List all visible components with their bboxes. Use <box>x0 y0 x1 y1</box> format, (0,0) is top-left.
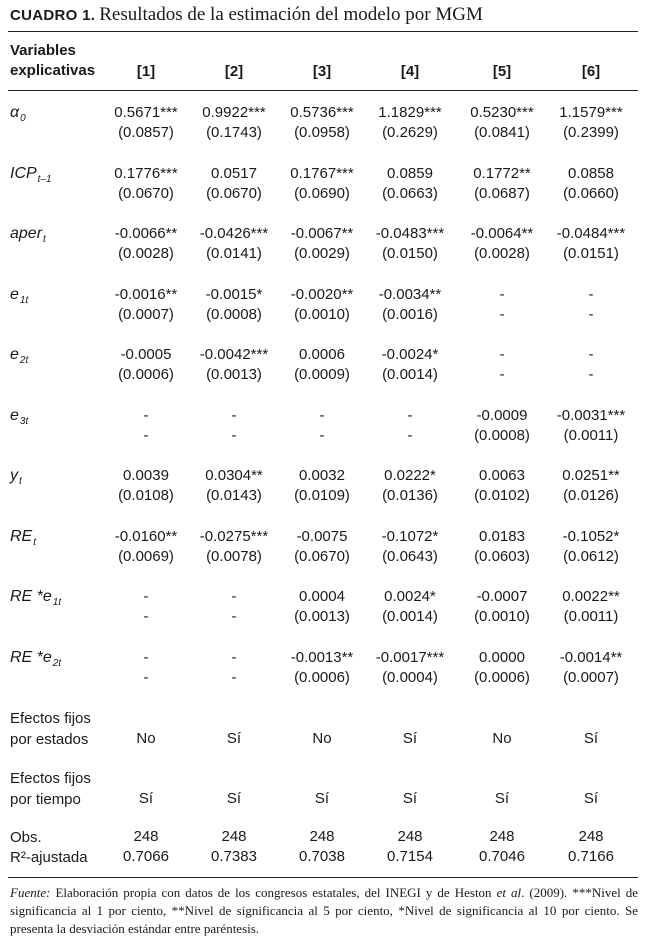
column-header: [5] <box>492 63 512 80</box>
coefficient-value: 0.0039 <box>123 467 169 484</box>
effects-label-line: por estados <box>10 731 89 748</box>
variable-name <box>10 345 28 371</box>
coefficient-cell <box>277 345 367 385</box>
standard-error: (0.0603) <box>474 548 530 565</box>
coefficient-value: 0.0024* <box>384 588 436 605</box>
standard-error: - <box>231 427 237 444</box>
standard-error: (0.0010) <box>474 608 530 625</box>
standard-error: (0.0109) <box>294 487 350 504</box>
coefficient-cell <box>189 285 279 325</box>
coefficient-value: - <box>588 346 594 363</box>
standard-error: (0.0069) <box>118 548 174 565</box>
coefficient-value: 0.0000 <box>479 649 525 666</box>
standard-error: (0.0670) <box>294 548 350 565</box>
standard-error: (0.0143) <box>206 487 262 504</box>
coefficient-value: -0.0007 <box>476 588 528 605</box>
standard-error: (0.0006) <box>118 366 174 383</box>
coefficient-cell <box>277 466 367 506</box>
coefficient-cell <box>365 648 455 688</box>
variable-name <box>10 527 36 553</box>
variable-symbol: RE <box>10 528 33 545</box>
coefficient-cell <box>365 466 455 506</box>
coefficient-cell <box>277 285 367 325</box>
standard-error: (0.0643) <box>382 548 438 565</box>
standard-error: (0.0108) <box>118 487 174 504</box>
standard-error: (0.0958) <box>294 124 350 141</box>
variable-symbol: RE *e <box>10 649 52 666</box>
coefficient-value: 1.1829*** <box>378 104 442 121</box>
effects-label-line: Efectos fijos <box>10 710 91 727</box>
coefficient-cell <box>546 466 636 506</box>
variable-symbol: e <box>10 346 19 363</box>
coefficient-value: -0.0067** <box>290 225 354 242</box>
r2-value: 0.7154 <box>387 848 433 865</box>
coefficient-value: - <box>499 346 505 363</box>
coefficient-value: -0.0483*** <box>375 225 445 242</box>
variable-subscript: 2t <box>19 355 29 366</box>
variable-subscript: t <box>19 476 22 487</box>
standard-error: (0.0151) <box>563 245 619 262</box>
coefficient-cell <box>365 164 455 204</box>
standard-error: - <box>588 366 594 383</box>
obs-value: 248 <box>133 828 159 845</box>
standard-error: (0.2629) <box>382 124 438 141</box>
obs-value: 248 <box>309 828 335 845</box>
variable-subscript: 2t <box>52 658 62 669</box>
coefficient-cell <box>365 345 455 385</box>
coefficient-cell <box>101 527 191 567</box>
standard-error: (0.0029) <box>294 245 350 262</box>
coefficient-cell <box>189 648 279 688</box>
coefficient-cell <box>365 527 455 567</box>
coefficient-cell <box>546 224 636 264</box>
standard-error: (0.0004) <box>382 669 438 686</box>
standard-error: (0.0014) <box>382 608 438 625</box>
coefficient-value: 0.0063 <box>479 467 525 484</box>
standard-error: - <box>588 306 594 323</box>
variable-symbol: e <box>10 286 19 303</box>
table-title <box>10 4 483 26</box>
variable-name <box>10 406 28 432</box>
coefficient-cell <box>189 466 279 506</box>
standard-error: (0.0141) <box>206 245 262 262</box>
standard-error: (0.0126) <box>563 487 619 504</box>
obs-value: 248 <box>578 828 604 845</box>
coefficient-value: -0.0024* <box>381 346 439 363</box>
coefficient-cell <box>457 285 547 325</box>
coefficient-value: 0.0032 <box>299 467 345 484</box>
coefficient-cell <box>546 103 636 143</box>
variable-name <box>10 224 46 250</box>
coefficient-cell <box>546 648 636 688</box>
r2-value: 0.7038 <box>299 848 345 865</box>
coefficient-cell <box>101 345 191 385</box>
standard-error: (0.0028) <box>118 245 174 262</box>
coefficient-cell <box>457 587 547 627</box>
standard-error: (0.0011) <box>563 427 619 444</box>
coefficient-value: -0.0031*** <box>556 407 626 424</box>
variable-subscript: 1t <box>19 295 29 306</box>
coefficient-value: -0.0042*** <box>199 346 269 363</box>
coefficient-cell <box>546 164 636 204</box>
effects-value: Sí <box>226 790 242 807</box>
coefficient-value: 0.1767*** <box>290 165 354 182</box>
coefficient-cell <box>189 224 279 264</box>
coefficient-value: -0.1072* <box>381 528 439 545</box>
coefficient-cell <box>365 587 455 627</box>
coefficient-value: - <box>143 649 149 666</box>
effects-label-line: Efectos fijos <box>10 770 91 787</box>
variable-name <box>10 466 22 492</box>
effects-value: No <box>492 730 512 747</box>
coefficient-cell <box>546 527 636 567</box>
variable-name <box>10 587 61 613</box>
column-header: [1] <box>136 63 156 80</box>
coefficient-cell <box>189 164 279 204</box>
coefficient-cell <box>546 285 636 325</box>
standard-error: (0.0841) <box>474 124 530 141</box>
coefficient-value: -0.0426*** <box>199 225 269 242</box>
coefficient-cell <box>277 103 367 143</box>
standard-error: (0.0612) <box>563 548 619 565</box>
coefficient-cell <box>365 406 455 446</box>
standard-error: (0.1743) <box>206 124 262 141</box>
coefficient-cell <box>189 527 279 567</box>
r2-label: R²-ajustada <box>10 849 88 866</box>
coefficient-value: - <box>588 286 594 303</box>
coefficient-value: -0.0005 <box>120 346 172 363</box>
standard-error: (0.0670) <box>118 185 174 202</box>
effects-label <box>10 708 91 750</box>
effects-value: Sí <box>314 790 330 807</box>
column-header: [4] <box>400 63 420 80</box>
r2-value: 0.7166 <box>568 848 614 865</box>
variable-name <box>10 164 52 190</box>
coefficient-cell <box>101 587 191 627</box>
standard-error: (0.0011) <box>563 608 619 625</box>
variable-subscript: 0 <box>20 113 26 124</box>
coefficient-cell <box>277 406 367 446</box>
coefficient-value: -0.0009 <box>476 407 528 424</box>
coefficient-value: 0.0183 <box>479 528 525 545</box>
variable-name <box>10 285 28 311</box>
r2-value: 0.7383 <box>211 848 257 865</box>
coefficient-value: 0.5671*** <box>114 104 178 121</box>
standard-error: (0.0028) <box>474 245 530 262</box>
header-variables: Variables explicativas <box>10 42 96 79</box>
coefficient-cell <box>457 527 547 567</box>
coefficient-cell <box>277 587 367 627</box>
standard-error: (0.0007) <box>563 669 619 686</box>
coefficient-cell <box>101 406 191 446</box>
coefficient-cell <box>365 285 455 325</box>
coefficient-value: 0.5230*** <box>470 104 534 121</box>
coefficient-value: -0.0484*** <box>556 225 626 242</box>
coefficient-value: - <box>231 649 237 666</box>
standard-error: - <box>143 427 149 444</box>
coefficient-cell <box>457 103 547 143</box>
table-footnote: Fuente: Elaboración propia con datos de los congresos estatales, del INEGI y de Heston et al. (2009). ***Nivel de significancia al 1 por ciento, **Nivel de significancia al 5 por ciento, *Nivel de significancia al 10 por ciento. Se presenta la desviación estándar entre paréntesis. <box>10 885 639 936</box>
coefficient-value: - <box>407 407 413 424</box>
effects-label-line: por tiempo <box>10 791 81 808</box>
coefficient-value: - <box>319 407 325 424</box>
standard-error: - <box>231 669 237 686</box>
coefficient-value: - <box>143 588 149 605</box>
coefficient-cell <box>101 466 191 506</box>
coefficient-value: 0.1776*** <box>114 165 178 182</box>
coefficient-value: -0.0017*** <box>375 649 445 666</box>
coefficient-cell <box>277 224 367 264</box>
standard-error: (0.0014) <box>382 366 438 383</box>
header-rule <box>8 90 638 91</box>
variable-subscript: 1t <box>52 597 62 608</box>
variable-subscript: t <box>43 234 46 245</box>
standard-error: (0.0010) <box>294 306 350 323</box>
coefficient-value: -0.0013** <box>290 649 354 666</box>
effects-value: No <box>312 730 332 747</box>
coefficient-value: -0.0064** <box>470 225 534 242</box>
coefficient-cell <box>101 648 191 688</box>
coefficient-cell <box>189 587 279 627</box>
coefficient-value: 0.0006 <box>299 346 345 363</box>
variable-subscript: 3t <box>19 416 29 427</box>
table-caption: Resultados de la estimación del modelo por MGM <box>99 4 483 25</box>
standard-error: (0.0008) <box>474 427 530 444</box>
coefficient-cell <box>365 103 455 143</box>
standard-error: - <box>499 306 505 323</box>
standard-error: (0.0136) <box>382 487 438 504</box>
bottom-rule <box>8 877 638 878</box>
coefficient-value: - <box>231 407 237 424</box>
coefficient-value: - <box>231 588 237 605</box>
coefficient-value: 0.0517 <box>211 165 257 182</box>
coefficient-cell <box>277 164 367 204</box>
coefficient-cell <box>546 587 636 627</box>
top-rule <box>8 31 638 32</box>
coefficient-value: 0.0022** <box>562 588 620 605</box>
coefficient-value: -0.0014** <box>559 649 623 666</box>
obs-label: Obs. <box>10 829 42 846</box>
coefficient-value: 0.0222* <box>384 467 436 484</box>
coefficient-value: -0.0015* <box>205 286 263 303</box>
coefficient-value: -0.0075 <box>296 528 348 545</box>
standard-error: - <box>143 669 149 686</box>
coefficient-cell <box>277 648 367 688</box>
coefficient-cell <box>546 345 636 385</box>
standard-error: (0.2399) <box>563 124 619 141</box>
column-header: [2] <box>224 63 244 80</box>
variable-symbol: e <box>10 407 19 424</box>
obs-value: 248 <box>489 828 515 845</box>
coefficient-cell <box>189 345 279 385</box>
standard-error: (0.0006) <box>294 669 350 686</box>
coefficient-value: 0.9922*** <box>202 104 266 121</box>
standard-error: (0.0078) <box>206 548 262 565</box>
variable-symbol: ICP <box>10 165 37 182</box>
column-header: [6] <box>581 63 601 80</box>
coefficient-value: -0.1052* <box>562 528 620 545</box>
coefficient-value: 0.0251** <box>562 467 620 484</box>
coefficient-value: - <box>143 407 149 424</box>
coefficient-value: -0.0020** <box>290 286 354 303</box>
variable-subscript: t–1 <box>37 174 52 185</box>
column-header: [3] <box>312 63 332 80</box>
coefficient-cell <box>101 164 191 204</box>
coefficient-value: -0.0160** <box>114 528 178 545</box>
coefficient-value: 1.1579*** <box>559 104 623 121</box>
coefficient-cell <box>101 224 191 264</box>
coefficient-cell <box>101 285 191 325</box>
effects-value: Sí <box>226 730 242 747</box>
standard-error: (0.0009) <box>294 366 350 383</box>
coefficient-value: - <box>499 286 505 303</box>
standard-error: (0.0857) <box>118 124 174 141</box>
variable-symbol: aper <box>10 225 43 242</box>
standard-error: (0.0013) <box>206 366 262 383</box>
standard-error: - <box>407 427 413 444</box>
coefficient-value: -0.0066** <box>114 225 178 242</box>
effects-label <box>10 768 91 810</box>
effects-value: No <box>136 730 156 747</box>
standard-error: - <box>499 366 505 383</box>
coefficient-cell <box>457 224 547 264</box>
variable-name <box>10 103 26 129</box>
standard-error: (0.0670) <box>206 185 262 202</box>
coefficient-cell <box>189 103 279 143</box>
variable-symbol: y <box>10 467 18 484</box>
variable-symbol: α <box>10 104 20 121</box>
obs-value: 248 <box>221 828 247 845</box>
effects-value: Sí <box>402 730 418 747</box>
coefficient-value: -0.0034** <box>378 286 442 303</box>
standard-error: - <box>143 608 149 625</box>
coefficient-cell <box>457 648 547 688</box>
coefficient-value: 0.0004 <box>299 588 345 605</box>
standard-error: (0.0687) <box>474 185 530 202</box>
standard-error: (0.0150) <box>382 245 438 262</box>
standard-error: (0.0006) <box>474 669 530 686</box>
coefficient-value: -0.0016** <box>114 286 178 303</box>
coefficient-cell <box>189 406 279 446</box>
standard-error: - <box>319 427 325 444</box>
standard-error: (0.0007) <box>118 306 174 323</box>
variable-symbol: RE *e <box>10 588 52 605</box>
coefficient-value: 0.5736*** <box>290 104 354 121</box>
variable-name <box>10 648 61 674</box>
coefficient-cell <box>457 466 547 506</box>
standard-error: (0.0013) <box>294 608 350 625</box>
standard-error: (0.0690) <box>294 185 350 202</box>
standard-error: (0.0016) <box>382 306 438 323</box>
coefficient-value: 0.0304** <box>205 467 263 484</box>
coefficient-value: 0.0858 <box>568 165 614 182</box>
effects-value: Sí <box>138 790 154 807</box>
standard-error: (0.0660) <box>563 185 619 202</box>
obs-value: 248 <box>397 828 423 845</box>
coefficient-value: 0.1772** <box>473 165 531 182</box>
effects-value: Sí <box>583 730 599 747</box>
r2-value: 0.7046 <box>479 848 525 865</box>
coefficient-cell <box>546 406 636 446</box>
coefficient-cell <box>101 103 191 143</box>
standard-error: (0.0102) <box>474 487 530 504</box>
effects-value: Sí <box>402 790 418 807</box>
standard-error: (0.0008) <box>206 306 262 323</box>
coefficient-cell <box>457 164 547 204</box>
r2-value: 0.7066 <box>123 848 169 865</box>
standard-error: - <box>231 608 237 625</box>
table-number: CUADRO 1. <box>10 7 96 24</box>
coefficient-cell <box>457 345 547 385</box>
effects-value: Sí <box>583 790 599 807</box>
coefficient-value: -0.0275*** <box>199 528 269 545</box>
standard-error: (0.0663) <box>382 185 438 202</box>
variable-subscript: t <box>33 537 37 548</box>
coefficient-value: 0.0859 <box>387 165 433 182</box>
coefficient-cell <box>277 527 367 567</box>
coefficient-cell <box>365 224 455 264</box>
coefficient-cell <box>457 406 547 446</box>
effects-value: Sí <box>494 790 510 807</box>
